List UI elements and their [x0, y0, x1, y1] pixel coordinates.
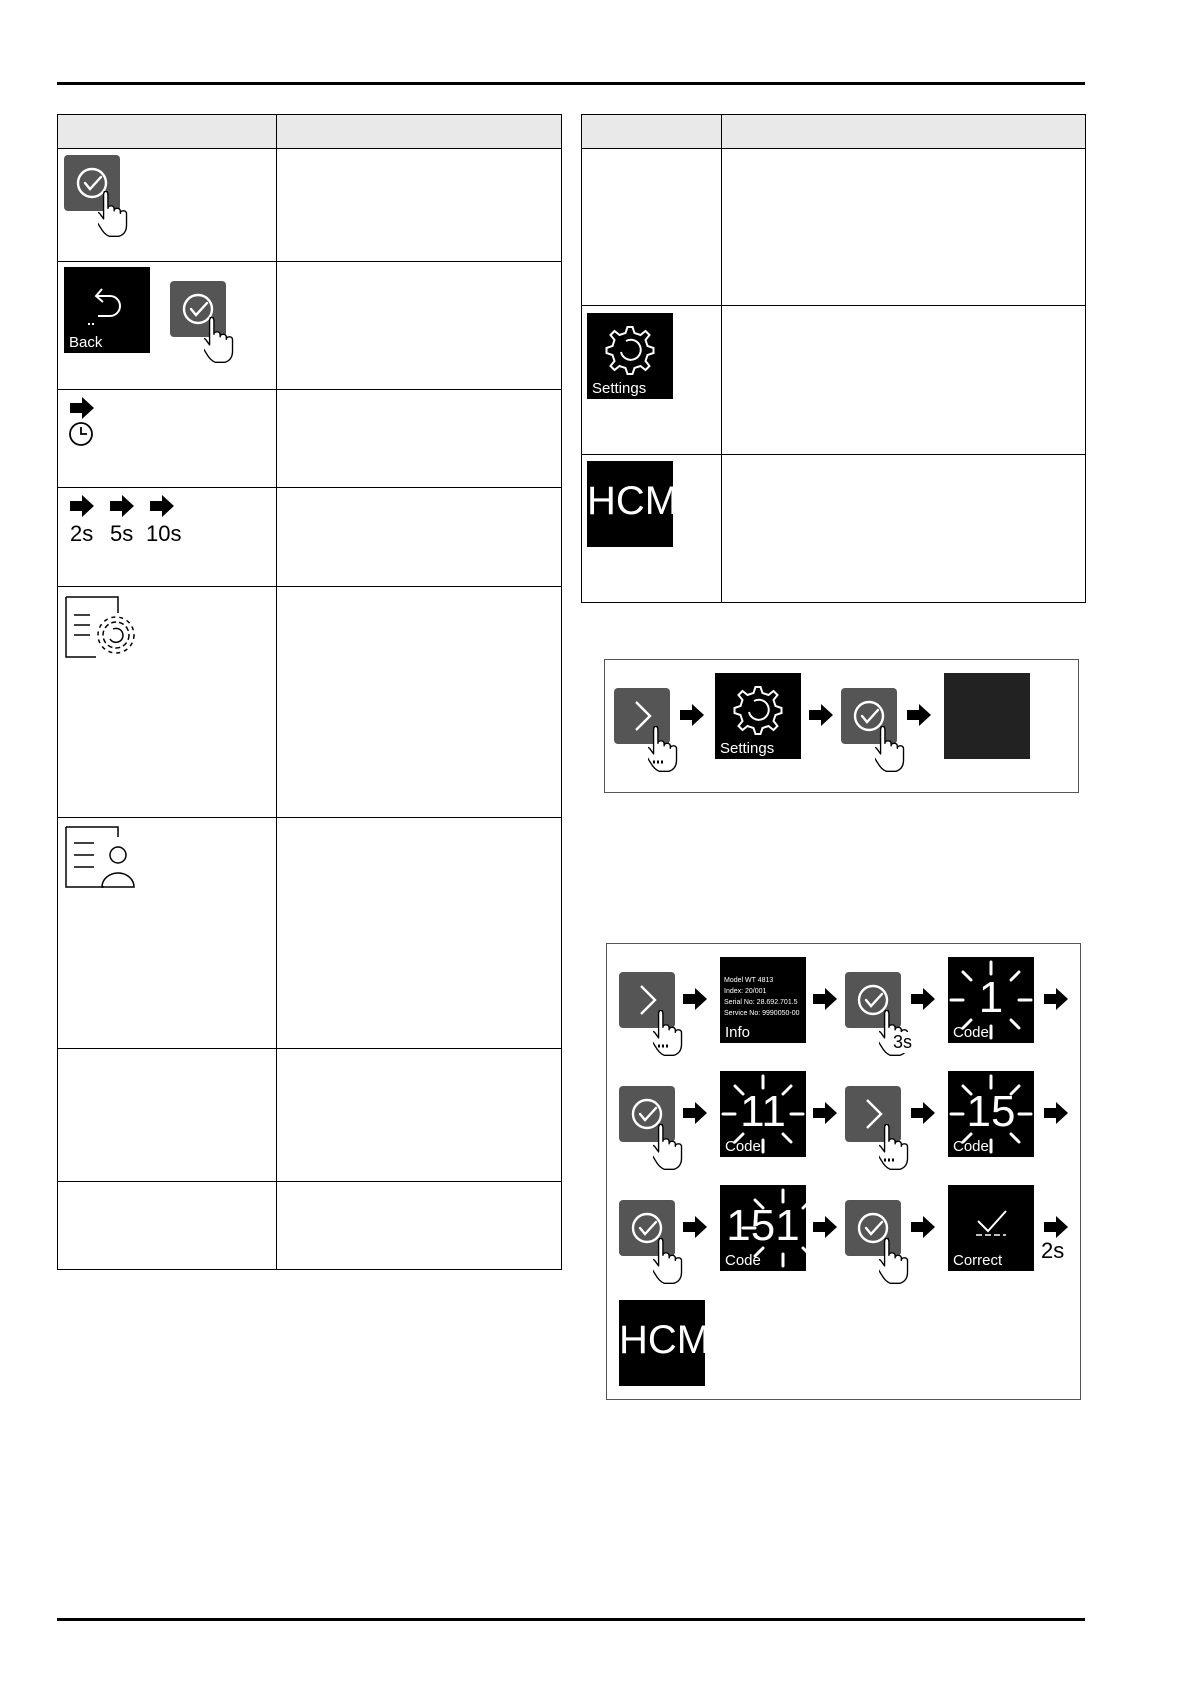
wait-time-label: 2s — [1041, 1238, 1065, 1263]
arrow-right-icon — [813, 1102, 839, 1126]
settings-screen-icon — [715, 673, 801, 759]
info-text-block — [724, 975, 800, 1019]
arrow-right-icon — [907, 704, 933, 728]
hcm-screen-icon — [619, 1300, 711, 1386]
table-header — [58, 115, 561, 149]
row-divider — [58, 1181, 561, 1182]
settings-label: Settings — [592, 380, 647, 397]
settings-label: Settings — [720, 740, 775, 757]
arrow-right-icon — [70, 495, 96, 519]
hand-press-icon — [653, 1124, 693, 1184]
arrow-right-icon — [1044, 1102, 1070, 1126]
settings-screen-icon — [587, 313, 673, 399]
arrow-right-icon — [683, 1216, 709, 1240]
hcm-label: HCM — [587, 479, 679, 523]
time-2s: 2s — [70, 521, 94, 546]
arrow-right-icon — [813, 988, 839, 1012]
arrow-right-icon — [70, 397, 96, 421]
code-screen-icon — [720, 1185, 806, 1271]
row-divider — [58, 817, 561, 818]
hand-swipe-icon — [653, 1010, 693, 1070]
hand-press-icon — [879, 1238, 919, 1298]
user-list-icon — [64, 825, 140, 891]
info-service: Service No: 9990050-00 — [724, 1010, 800, 1017]
arrow-right-icon — [911, 1216, 937, 1240]
arrow-right-icon — [683, 988, 709, 1012]
arrow-right-icon — [150, 495, 176, 519]
hand-press-icon — [204, 317, 244, 377]
code-screen-icon — [948, 1071, 1034, 1157]
column-divider — [276, 115, 277, 1269]
top-rule — [57, 82, 1085, 85]
info-model: Model WT 4813 — [724, 977, 774, 984]
code-label: Code — [953, 1024, 989, 1041]
arrow-right-icon — [809, 704, 835, 728]
row-divider — [58, 1048, 561, 1049]
correct-label: Correct — [953, 1252, 1003, 1269]
code-value: 1 — [978, 973, 1004, 1022]
blank-screen-icon — [944, 673, 1030, 759]
left-symbol-table — [57, 114, 562, 1270]
code-value: 15 — [966, 1087, 1016, 1136]
arrow-right-icon — [911, 1102, 937, 1126]
time-5s: 5s — [110, 521, 134, 546]
settings-list-icon — [64, 595, 140, 661]
code-screen-icon — [720, 1071, 806, 1157]
row-divider — [582, 305, 1085, 306]
info-index: Index: 20/001 — [724, 988, 767, 995]
hcm-code-sequence-figure — [606, 943, 1081, 1400]
code-label: Code — [725, 1138, 761, 1155]
arrow-right-icon — [813, 1216, 839, 1240]
row-divider — [58, 487, 561, 488]
info-label: Info — [725, 1024, 751, 1041]
code-label: Code — [725, 1252, 761, 1269]
code-screen-icon — [948, 957, 1034, 1043]
row-divider — [582, 454, 1085, 455]
hcm-screen-icon — [587, 461, 679, 547]
hand-press-icon — [653, 1238, 693, 1298]
row-divider — [58, 586, 561, 587]
correct-screen-icon — [948, 1185, 1034, 1271]
row-divider — [58, 261, 561, 262]
back-screen-icon — [64, 267, 150, 353]
code-label: Code — [953, 1138, 989, 1155]
hand-press-icon — [98, 191, 138, 251]
time-10s: 10s — [146, 521, 182, 546]
bottom-rule — [57, 1618, 1085, 1621]
hand-press-icon — [875, 726, 915, 786]
hcm-label: HCM — [619, 1318, 711, 1362]
clock-icon — [68, 421, 94, 447]
info-screen-icon — [720, 957, 806, 1043]
table-header — [582, 115, 1085, 149]
code-value: 11 — [740, 1087, 786, 1136]
row-divider — [58, 389, 561, 390]
right-symbol-table — [581, 114, 1086, 603]
hand-swipe-icon — [879, 1124, 919, 1184]
hand-swipe-icon — [648, 726, 688, 786]
column-divider — [721, 115, 722, 602]
arrow-right-icon — [911, 988, 937, 1012]
arrow-right-icon — [1044, 1216, 1070, 1240]
code-value: 151 — [726, 1201, 800, 1250]
info-serial: Serial No: 28.692.701.5 — [724, 999, 798, 1006]
settings-sequence-figure — [604, 659, 1079, 793]
arrow-right-icon — [1044, 988, 1070, 1012]
back-label: Back — [69, 334, 103, 351]
arrow-right-icon — [680, 704, 706, 728]
arrow-right-icon — [683, 1102, 709, 1126]
arrow-right-icon — [110, 495, 136, 519]
hold-time-label: 3s — [893, 1032, 913, 1052]
